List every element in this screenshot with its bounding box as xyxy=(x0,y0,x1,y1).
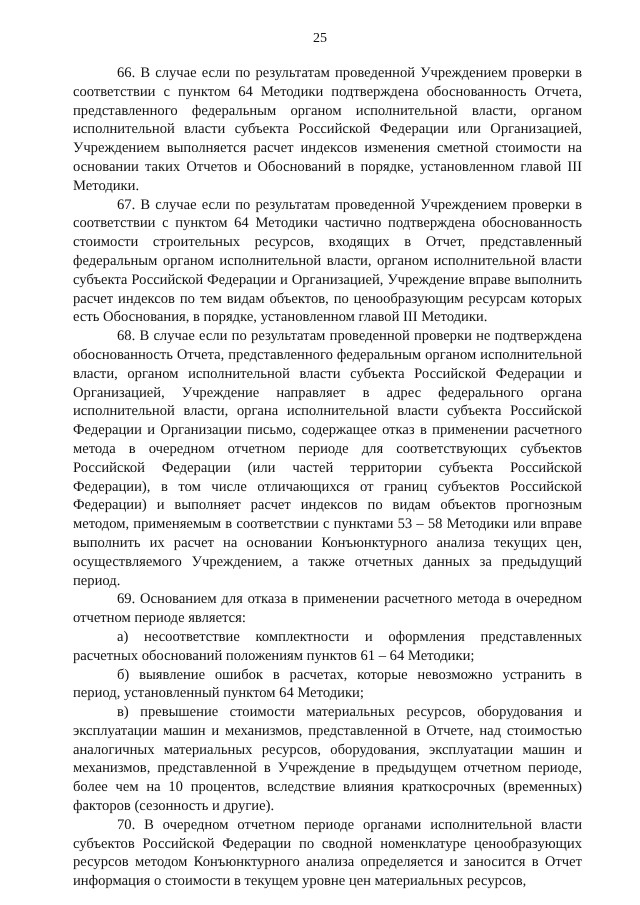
paragraph-66: 66. В случае если по результатам проведенной Учреждением проверки в соответствии с пунктом 64 Методики подтверждена обоснованность Отчета, представленного федеральным органом исполнительной власти, органом исполнительной власти субъекта Российской Федерации или Организацией, Учреждением выполняется расчет индексов изменения сметной стоимости на основании таких Отчетов и Обоснований в порядке, установленном главой III Методики. xyxy=(73,65,582,194)
list-item-b: б) выявление ошибок в расчетах, которые невозможно устранить в период, установленный пунктом 64 Методики; xyxy=(73,666,582,702)
paragraph-70: 70. В очередном отчетном периоде органами исполнительной власти субъектов Российской Федерации по сводной номенклатуре ценообразующих ресурсов методом Конъюнктурного анализа определяется и заносится в Отчет информация о стоимости в текущем уровне цен материальных ресурсов, xyxy=(73,816,582,890)
list-item-a: а) несоответствие комплектности и оформления представленных расчетных обоснований положениям пунктов 61 – 64 Методики; xyxy=(73,628,582,664)
paragraph-68: 68. В случае если по результатам проведенной проверки не подтверждена обоснованность Отчета, представленного федеральным органом исполнительной власти, органом исполнительной власти субъекта Российской Федерации и Организацией, Учреждение направляет в адрес федерального органа исполнительной власти, органа исполнительной власти субъекта Российской Федерации и Организации письмо, содержащее отказ в применении расчетного метода в очередном отчетном периоде для соответствующих субъектов Российской Федерации (или частей территории субъекта Российской Федерации), в том числе отличающихся от границ субъектов Российской Федерации) и выполняет расчет индексов по видам объектов прогнозным методом, применяемым в соответствии с пунктами 53 – 58 Методики или вправе выполнить их расчет на основании Конъюнктурного анализа текущих цен, осуществляемого Учреждением, а также отчетных данных за предыдущий период. xyxy=(73,328,582,589)
page-number: 25 xyxy=(313,31,327,46)
paragraph-67: 67. В случае если по результатам проведенной Учреждением проверки в соответствии с пунктом 64 Методики частично подтверждена обоснованность стоимости строительных ресурсов, входящих в Отчет, представленный федеральным органом исполнительной власти, органом исполнительной власти субъекта Российской Федерации и Организацией, Учреждение вправе выполнить расчет индексов по тем видам объектов, по ценообразующим ресурсам которых есть Обоснования, в порядке, установленном главой III Методики. xyxy=(73,196,582,326)
document-body xyxy=(73,64,582,891)
paragraph-69: 69. Основанием для отказа в применении расчетного метода в очередном отчетном периоде является: xyxy=(73,591,582,627)
list-item-c: в) превышение стоимости материальных ресурсов, оборудования и эксплуатации машин и механизмов, представленной в Отчете, над стоимостью аналогичных материальных ресурсов, оборудования, эксплуатации машин и механизмов, представленной в Учреждение в предыдущем отчетном периоде, более чем на 10 процентов, вследствие влияния краткосрочных (временных) факторов (сезонность и другие). xyxy=(73,704,582,815)
